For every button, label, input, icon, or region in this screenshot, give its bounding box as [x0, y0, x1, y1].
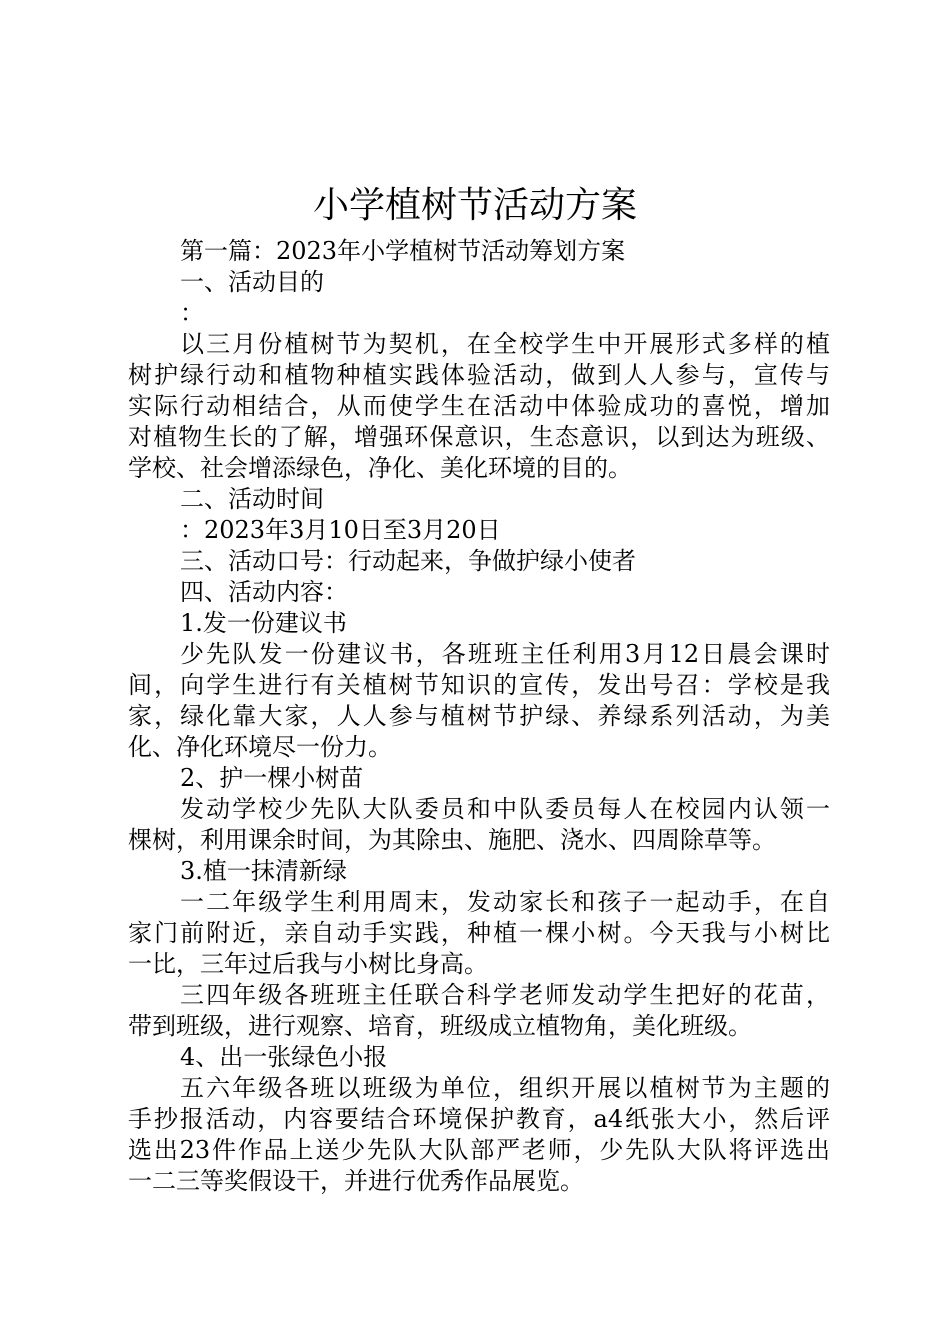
subheading: 二、活动时间: [180, 485, 324, 513]
paragraph-line: 五六年级各班以班级为单位，组织开展以植树节为主题的: [180, 1074, 830, 1102]
paragraph-line: 实际行动相结合，从而使学生在活动中体验成功的喜悦，增加: [128, 392, 830, 420]
paragraph-line: 选出23件作品上送少先队大队部严老师，少先队大队将评选出: [128, 1136, 830, 1164]
subheading: 四、活动内容：: [180, 578, 348, 606]
section-heading: 第一篇：2023年小学植树节活动筹划方案: [180, 237, 626, 265]
text-line: ：2023年3月10日至3月20日: [180, 516, 501, 544]
document-body: [128, 236, 830, 1197]
item-heading: 2、护一棵小树苗: [180, 764, 364, 792]
paragraph-line: 棵树，利用课余时间，为其除虫、施肥、浇水、四周除草等。: [128, 826, 776, 854]
text-line: ：: [180, 299, 204, 327]
paragraph-line: 化、净化环境尽一份力。: [128, 733, 392, 761]
paragraph-line: 一二三等奖假设干，并进行优秀作品展览。: [128, 1167, 584, 1195]
document-title: 小学植树节活动方案: [312, 185, 637, 226]
subheading: 一、活动目的: [180, 268, 324, 296]
item-heading: 4、出一张绿色小报: [180, 1043, 388, 1071]
item-heading: 1.发一份建议书: [180, 609, 347, 637]
subheading: 三、活动口号：行动起来，争做护绿小使者: [180, 547, 636, 575]
paragraph-line: 少先队发一份建议书，各班班主任利用3月12日晨会课时: [180, 640, 830, 668]
paragraph-line: 间，向学生进行有关植树节知识的宣传，发出号召：学校是我: [128, 671, 830, 699]
paragraph-line: 手抄报活动，内容要结合环境保护教育，a4纸张大小，然后评: [128, 1105, 830, 1133]
paragraph-line: 学校、社会增添绿色，净化、美化环境的目的。: [128, 454, 632, 482]
paragraph-line: 以三月份植树节为契机，在全校学生中开展形式多样的植: [180, 330, 830, 358]
paragraph-line: 一比，三年过后我与小树比身高。: [128, 950, 488, 978]
paragraph-line: 对植物生长的了解，增强环保意识，生态意识，以到达为班级、: [128, 423, 830, 451]
paragraph-line: 家，绿化靠大家，人人参与植树节护绿、养绿系列活动，为美: [128, 702, 830, 730]
paragraph-line: 树护绿行动和植物种植实践体验活动，做到人人参与，宣传与: [128, 361, 830, 389]
paragraph-line: 三四年级各班班主任联合科学老师发动学生把好的花苗，: [180, 981, 830, 1009]
item-heading: 3.植一抹清新绿: [180, 857, 347, 885]
paragraph-line: 发动学校少先队大队委员和中队委员每人在校园内认领一: [180, 795, 830, 823]
paragraph-line: 带到班级，进行观察、培育，班级成立植物角，美化班级。: [128, 1012, 752, 1040]
paragraph-line: 家门前附近，亲自动手实践，种植一棵小树。今天我与小树比: [128, 919, 830, 947]
paragraph-line: 一二年级学生利用周末，发动家长和孩子一起动手，在自: [180, 888, 830, 916]
